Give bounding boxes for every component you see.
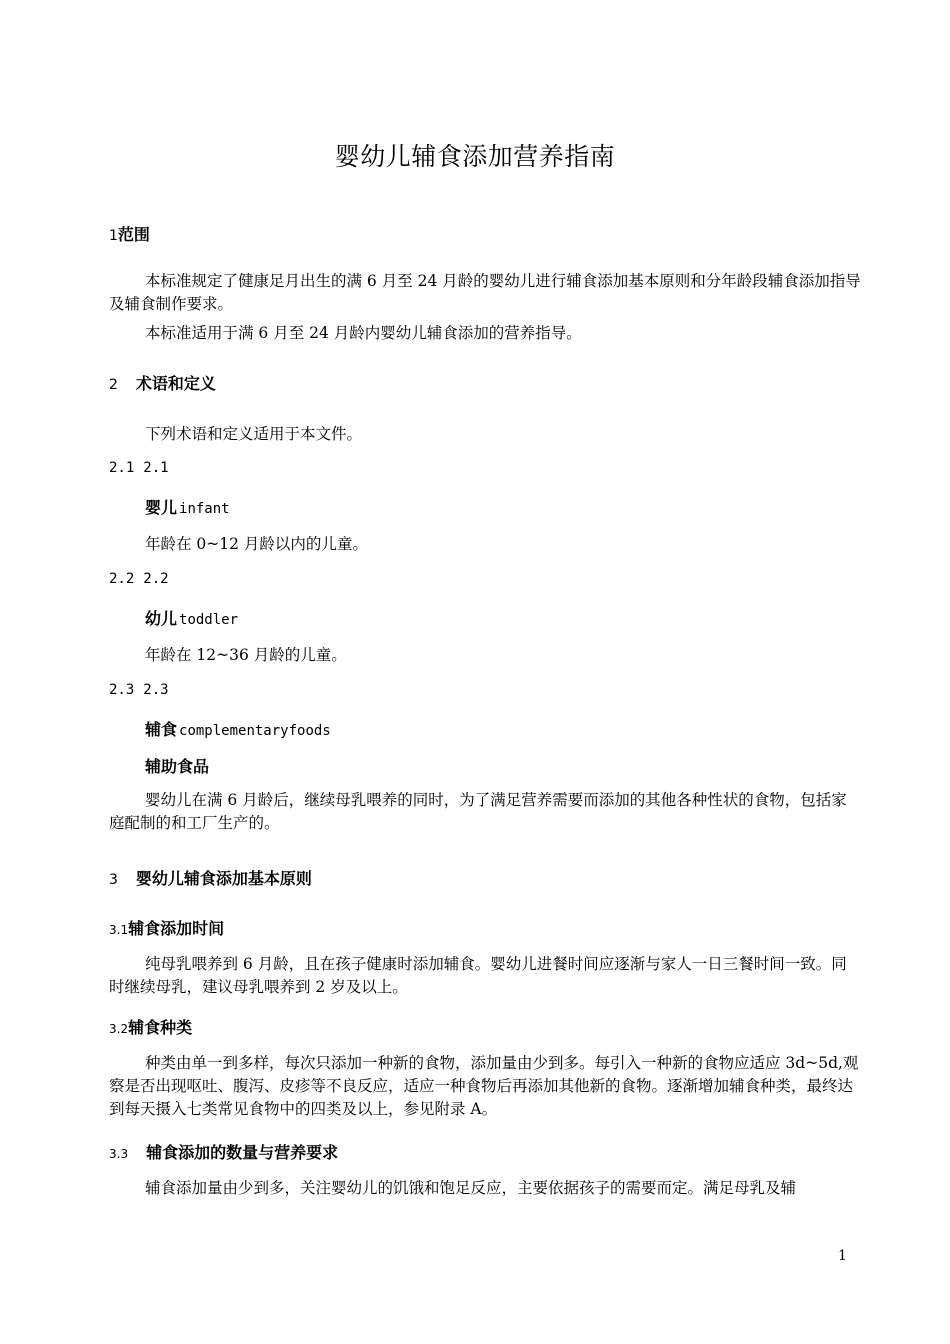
scope-paragraph-2: 本标准适用于满 6 月至 24 月龄内婴幼儿辅食添加的营养指导。 (145, 324, 582, 342)
term-complementary-foods (145, 717, 331, 740)
subsection-title: 辅食添加时间 (128, 919, 225, 938)
subsection-title: 辅食添加的数量与营养要求 (146, 1143, 339, 1162)
section-title: 婴幼儿辅食添加基本原则 (135, 869, 312, 888)
quantity-paragraph: 辅食添加量由少到多，关注婴幼儿的饥饿和饱足反应，主要依据孩子的需要而定。满足母乳及辅 (145, 1179, 797, 1197)
subsection-number: 3.1 (109, 923, 129, 937)
section-heading-principles (109, 866, 312, 889)
term-number (109, 571, 169, 587)
section-number: 3 (109, 872, 118, 888)
section-number: 2 (109, 377, 118, 393)
term-number (109, 460, 169, 476)
term-infant (145, 495, 230, 518)
term-zh: 幼儿 (145, 609, 178, 628)
term-definition (109, 789, 861, 835)
timing-paragraph (109, 953, 861, 999)
term-en: toddler (179, 612, 239, 628)
clause-number-repeat: 2.3 (143, 682, 169, 698)
section-number: 1 (109, 228, 118, 244)
term-en: complementaryfoods (179, 723, 331, 739)
term-definition: 年龄在 12~36 月龄的儿童。 (145, 646, 347, 664)
term-toddler (145, 606, 238, 629)
section-heading-scope (109, 222, 150, 245)
term-alternate-name: 辅助食品 (145, 757, 210, 776)
clause-number: 2.1 (109, 460, 135, 476)
page-title: 婴幼儿辅食添加营养指南 (334, 142, 616, 171)
term-en: infant (179, 501, 230, 517)
paragraph-text: 纯母乳喂养到 6 月龄，且在孩子健康时添加辅食。婴幼儿进餐时间应逐渐与家人一日三餐时间一致。同时继续母乳，建议母乳喂养到 2 岁及以上。 (109, 955, 847, 996)
term-zh: 婴儿 (145, 498, 178, 517)
term-zh: 辅食 (145, 720, 178, 739)
clause-number-repeat: 2.1 (143, 460, 169, 476)
paragraph-text: 种类由单一到多样，每次只添加一种新的食物，添加量由少到多。每引入一种新的食物应适应 3d~5d,观察是否出现呕吐、腹泻、皮疹等不良反应，适应一种食物后再添加其他新的食物。逐渐增加辅食种类，最终达到每天摄入七类常见食物中的四类及以上，参见附录 A。 (109, 1054, 859, 1118)
subsection-heading-timing (109, 916, 224, 939)
paragraph-text: 婴幼儿在满 6 月龄后，继续母乳喂养的同时，为了满足营养需要而添加的其他各种性状的食物，包括家庭配制的和工厂生产的。 (109, 791, 847, 832)
subsection-title: 辅食种类 (128, 1018, 193, 1037)
term-number (109, 682, 169, 698)
page-number: 1 (838, 1248, 847, 1264)
types-paragraph (109, 1052, 861, 1121)
subsection-heading-quantity (109, 1140, 338, 1163)
scope-paragraph-1 (109, 270, 861, 316)
subsection-heading-types (109, 1015, 192, 1038)
clause-number-repeat: 2.2 (143, 571, 169, 587)
paragraph-text: 本标准规定了健康足月出生的满 6 月至 24 月龄的婴幼儿进行辅食添加基本原则和分年龄段辅食添加指导及辅食制作要求。 (109, 272, 861, 313)
term-definition: 年龄在 0~12 月龄以内的儿童。 (145, 535, 368, 553)
subsection-number: 3.2 (109, 1022, 129, 1036)
section-title: 术语和定义 (135, 374, 216, 393)
section-heading-terms (109, 371, 216, 394)
section-title: 范围 (117, 225, 150, 244)
subsection-number: 3.3 (109, 1147, 129, 1161)
terms-intro: 下列术语和定义适用于本文件。 (145, 425, 363, 443)
clause-number: 2.3 (109, 682, 135, 698)
clause-number: 2.2 (109, 571, 135, 587)
